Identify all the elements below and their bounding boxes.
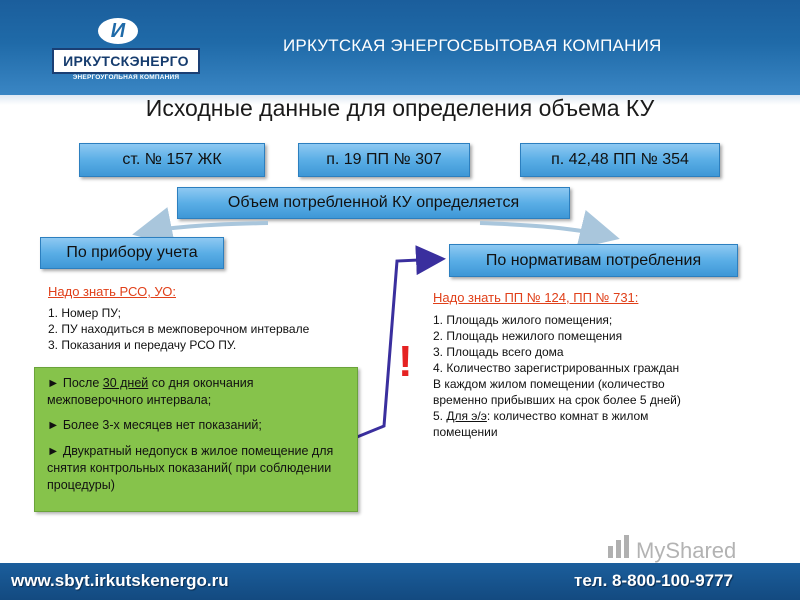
condition-item: ► Более 3-х месяцев нет показаний; xyxy=(47,418,262,432)
slide-title: Исходные данные для определения объема КУ xyxy=(145,95,655,121)
logo-name: ИРКУТСКЭНЕРГО xyxy=(52,48,200,74)
right-need-label: Надо знать ПП № 124, ПП № 731: xyxy=(433,290,639,305)
list-item: 1. Площадь жилого помещения; xyxy=(433,313,613,327)
watermark-text: MyShared xyxy=(636,538,737,563)
company-name: ИРКУТСКАЯ ЭНЕРГОСБЫТОВАЯ КОМПАНИЯ xyxy=(283,36,662,55)
chart-icon xyxy=(606,532,632,560)
list-item: 4. Количество зарегистрированных граждан xyxy=(433,361,680,375)
condition-text: со дня окончания межповерочного интервала; xyxy=(47,376,254,407)
list-item-text-underlined: Для э/э xyxy=(446,409,487,423)
left-need-label: Надо знать РСО, УО: xyxy=(48,284,176,299)
right-requirements-list xyxy=(433,312,681,440)
condition-text-underlined: 30 дней xyxy=(102,376,149,390)
by-norms-box: По нормативам потребления xyxy=(449,244,738,277)
list-item: 2. Площадь нежилого помещения xyxy=(433,329,623,343)
list-item: 2. ПУ находиться в межповерочном интервале xyxy=(48,322,310,336)
list-item: временно прибывших на срок более 5 дней) xyxy=(433,393,681,407)
by-meter-box: По прибору учета xyxy=(40,237,224,269)
logo-mark: И xyxy=(98,18,138,44)
arrow-to-meter xyxy=(140,223,268,233)
conditions-box xyxy=(34,367,358,512)
list-item-text: : количество комнат в жилом xyxy=(486,409,649,423)
list-item xyxy=(433,408,681,424)
condition-text: ► После xyxy=(47,376,103,390)
phone-number: тел. 8-800-100-9777 xyxy=(574,571,734,590)
ref-box-pp-307: п. 19 ПП № 307 xyxy=(298,143,470,177)
condition-item: ► Двукратный недопуск в жилое помещение для снятия контрольных показаний( при соблюдении процедуры) xyxy=(47,444,334,492)
condition-item xyxy=(47,375,347,409)
arrow-to-norms xyxy=(480,223,612,237)
volume-determined-box: Объем потребленной КУ определяется xyxy=(177,187,570,219)
footer-bar xyxy=(0,563,800,600)
logo-subtitle: ЭНЕРГОУГОЛЬНАЯ КОМПАНИЯ xyxy=(72,74,180,81)
website-link[interactable]: www.sbyt.irkutskenergo.ru xyxy=(11,571,229,590)
left-requirements-list xyxy=(48,305,309,353)
ref-box-157-zhk: ст. № 157 ЖК xyxy=(79,143,265,177)
list-item-text: 5. xyxy=(433,409,447,423)
list-item: помещении xyxy=(433,425,498,439)
list-item: 1. Номер ПУ; xyxy=(48,306,121,320)
list-item: В каждом жилом помещении (количество xyxy=(433,377,665,391)
list-item: 3. Показания и передачу РСО ПУ. xyxy=(48,338,237,352)
list-item: 3. Площадь всего дома xyxy=(433,345,564,359)
exclamation-mark: ! xyxy=(398,337,413,386)
ref-box-pp-354: п. 42,48 ПП № 354 xyxy=(520,143,720,177)
